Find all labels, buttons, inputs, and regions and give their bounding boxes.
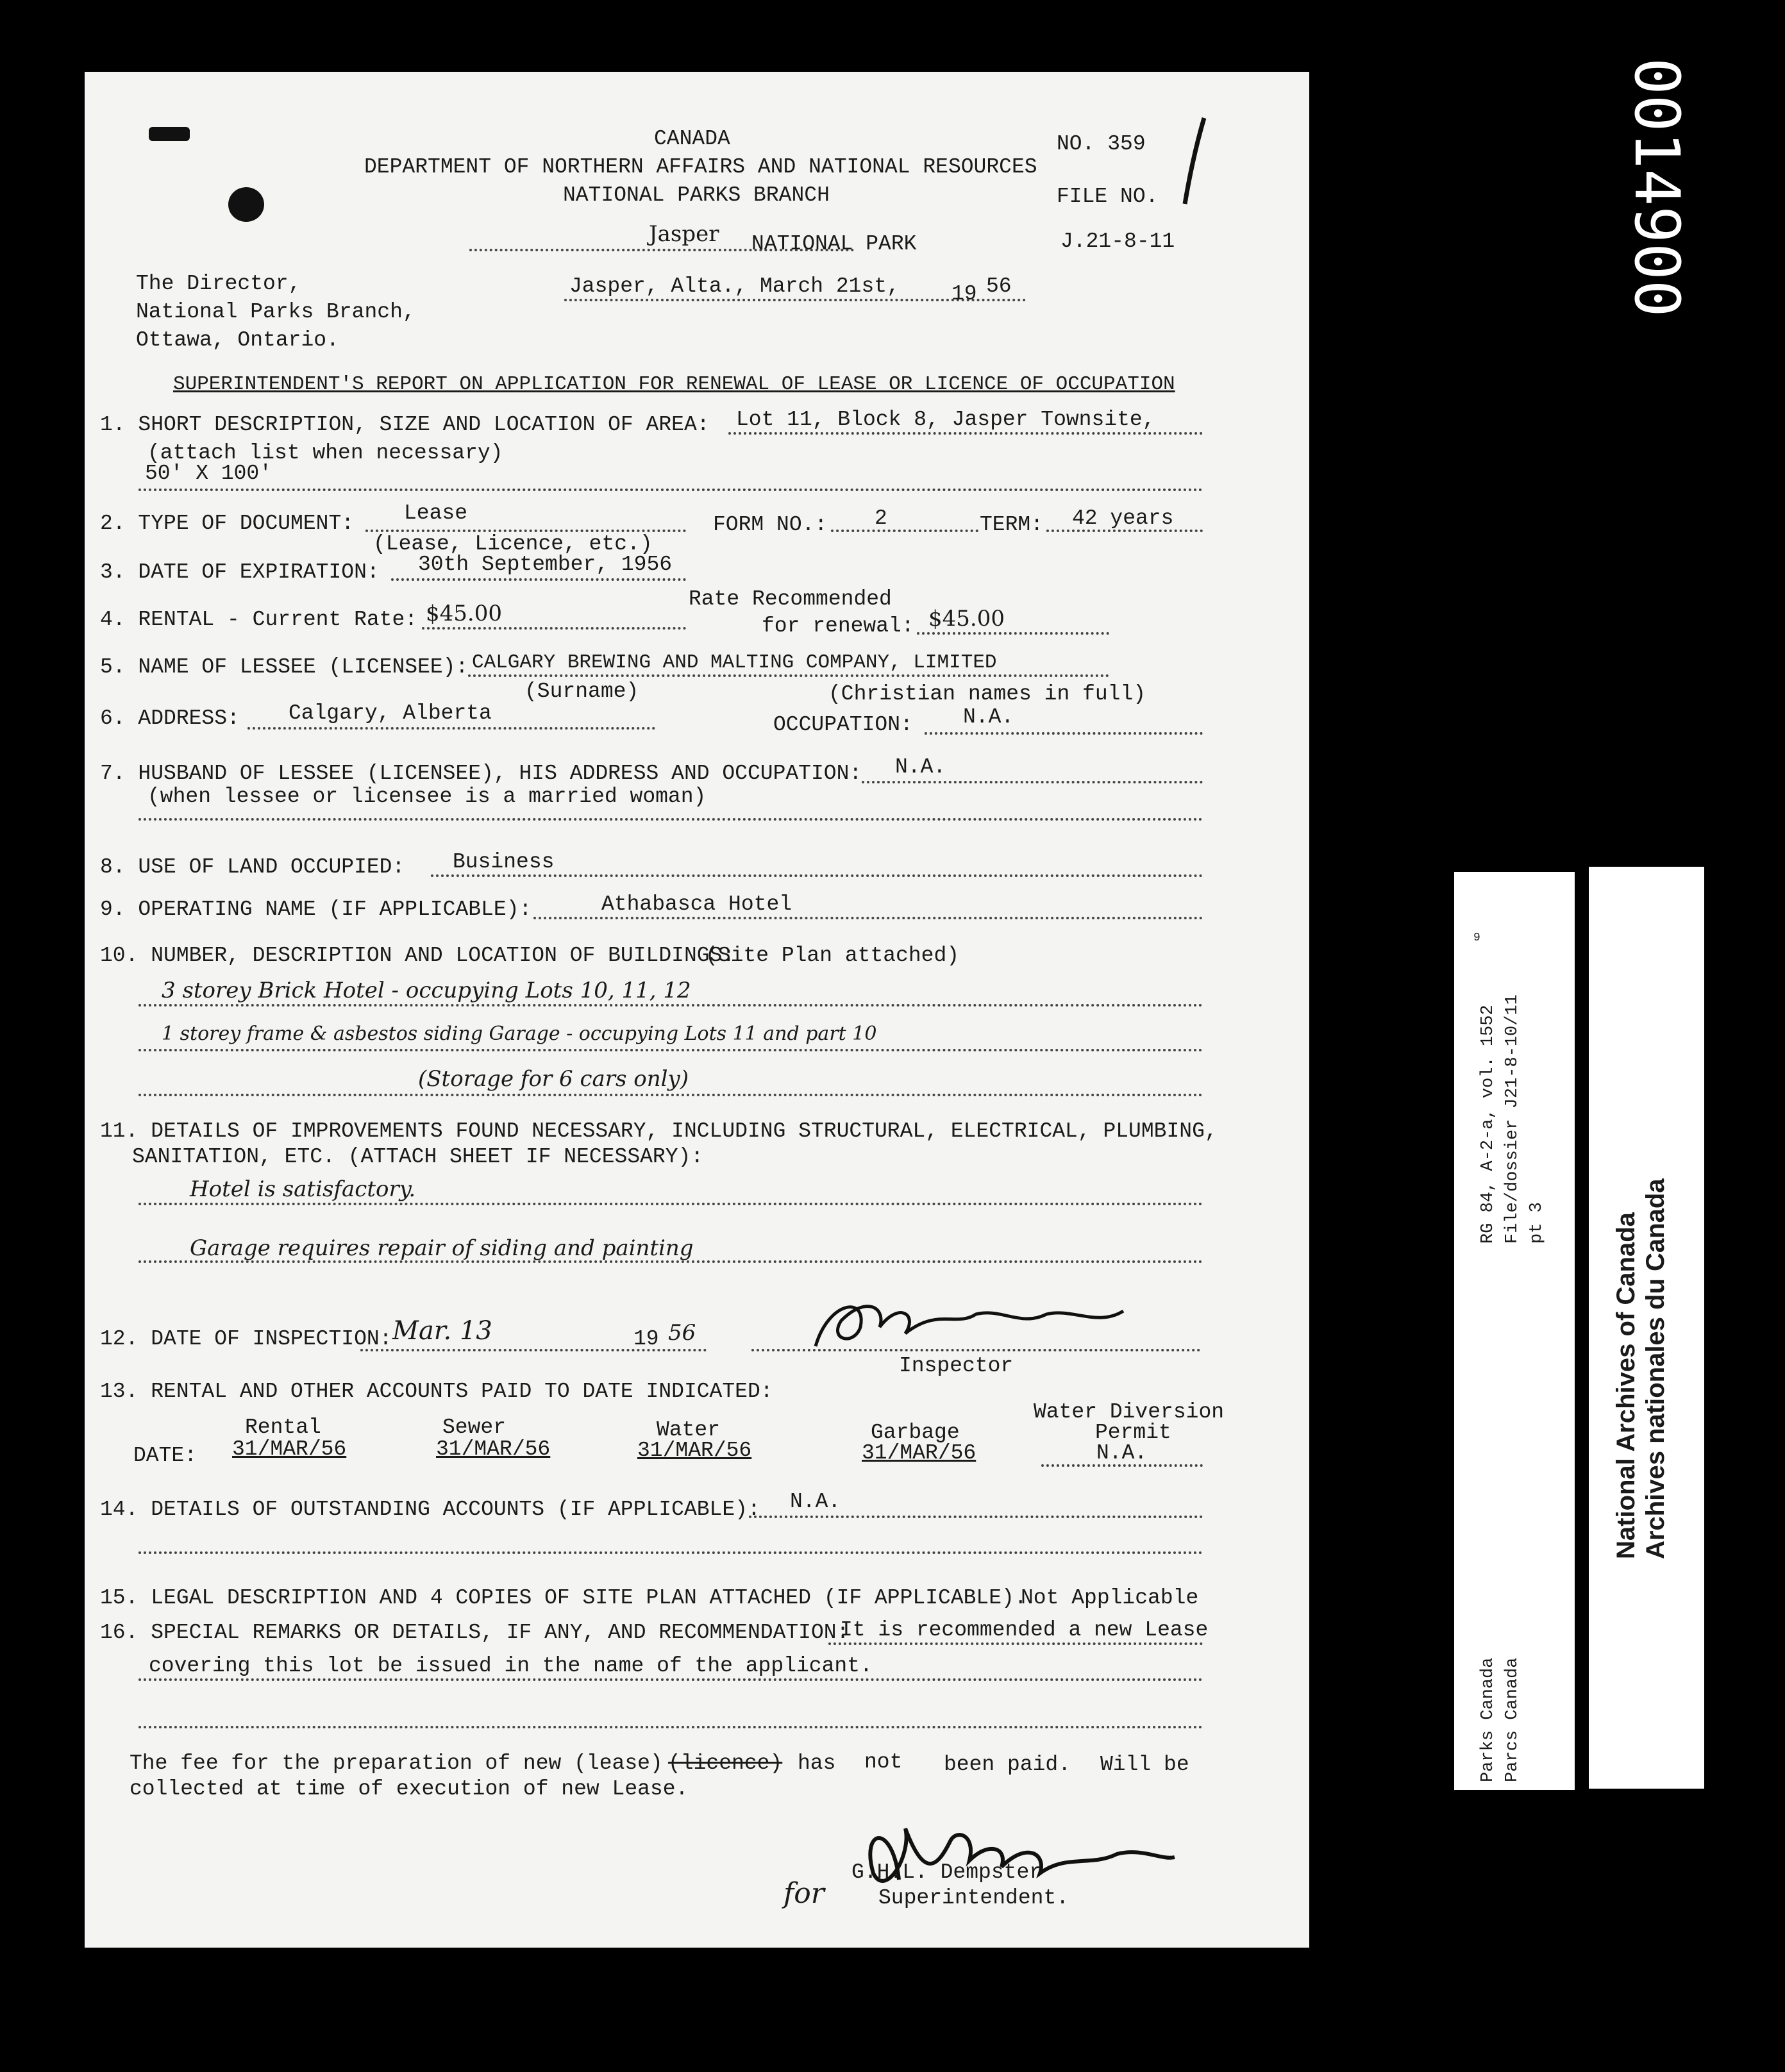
form-no-label: FORM NO.: — [713, 513, 828, 537]
item-11-hotel-note: Hotel is satisfactory. — [190, 1176, 416, 1202]
fee-text-e: Will be — [1100, 1753, 1189, 1776]
inspector-signature — [790, 1289, 1149, 1353]
item-1-note: (attach list when necessary) — [147, 441, 503, 465]
item-10-building-3: (Storage for 6 cars only) — [418, 1066, 689, 1092]
frame-number: 0014900 — [1621, 58, 1693, 317]
archive-org-en: Parks Canada — [1479, 1657, 1498, 1782]
header-branch: NATIONAL PARKS BRANCH — [563, 183, 830, 207]
inspection-year-suffix: 56 — [668, 1320, 696, 1346]
archive-tiny-mark: 9 — [1473, 932, 1480, 944]
item-14-label: 14. DETAILS OF OUTSTANDING ACCOUNTS (IF APPLICABLE): — [100, 1498, 760, 1521]
christian-names-note: (Christian names in full) — [828, 682, 1146, 706]
item-10-label: 10. NUMBER, DESCRIPTION AND LOCATION OF BUILDINGS: — [100, 944, 735, 967]
item-16-value-2: covering this lot be issued in the name of the applicant. — [149, 1654, 873, 1678]
occupation-label: OCCUPATION: — [773, 713, 913, 737]
water-diversion-label: Water Diversion — [1034, 1400, 1225, 1424]
item-15-value: Not Applicable — [1021, 1586, 1199, 1610]
form-page — [85, 72, 1309, 1948]
item-1-label: 1. SHORT DESCRIPTION, SIZE AND LOCATION OF AREA: — [100, 413, 710, 437]
ink-blot — [228, 187, 264, 222]
surname-note: (Surname) — [524, 680, 639, 703]
item-1-size: 50' X 100' — [145, 462, 272, 485]
inspection-year-prefix: 19 — [633, 1327, 659, 1351]
item-3-label: 3. DATE OF EXPIRATION: — [100, 560, 380, 584]
item-6-label: 6. ADDRESS: — [100, 706, 240, 730]
item-7-note: (when lessee or licensee is a married woman) — [147, 785, 707, 808]
fee-text-b: has — [798, 1751, 836, 1775]
water-head: Water — [657, 1418, 721, 1442]
item-9-label: 9. OPERATING NAME (IF APPLICABLE): — [100, 898, 532, 921]
file-no-label: FILE NO. — [1057, 185, 1159, 208]
ink-blot — [149, 127, 190, 141]
rate-recommended-label: Rate Recommended — [689, 587, 892, 611]
item-10-building-2: 1 storey frame & asbestos siding Garage - occupying Lots 11 and part 10 — [162, 1023, 877, 1045]
addressee-line3: Ottawa, Ontario. — [136, 328, 339, 352]
term-value: 42 years — [1072, 506, 1174, 530]
sewer-paid-date: 31/MAR/56 — [436, 1437, 551, 1461]
item-16-label: 16. SPECIAL REMARKS OR DETAILS, IF ANY, AND RECOMMENDATION: — [100, 1621, 850, 1644]
for-renewal-label: for renewal: — [762, 614, 914, 638]
item-2-label: 2. TYPE OF DOCUMENT: — [100, 512, 355, 535]
header-department: DEPARTMENT OF NORTHERN AFFAIRS AND NATIONAL RESOURCES — [364, 155, 1037, 179]
form-number: NO. 359 — [1057, 132, 1146, 156]
item-6-value: Calgary, Alberta — [289, 701, 492, 725]
permit-label: Permit — [1095, 1421, 1171, 1444]
item-16-value-1: It is recommended a new Lease — [840, 1618, 1209, 1642]
item-11-label-1: 11. DETAILS OF IMPROVEMENTS FOUND NECESSARY, INCLUDING STRUCTURAL, ELECTRICAL, PLUMBING, — [100, 1119, 1218, 1143]
item-11-garage-note: Garage requires repair of siding and painting — [190, 1235, 694, 1261]
national-archives-label — [1589, 867, 1704, 1789]
superintendent-name: G.H.L. Dempster — [851, 1860, 1043, 1884]
item-2-value: Lease — [404, 501, 468, 525]
inspection-date: Mar. 13 — [392, 1316, 492, 1346]
place-date: Jasper, Alta., March 21st, — [569, 274, 900, 298]
item-4-label: 4. RENTAL - Current Rate: — [100, 608, 418, 631]
garbage-head: Garbage — [871, 1421, 960, 1444]
rental-paid-date: 31/MAR/56 — [232, 1437, 347, 1461]
signature-for: for — [784, 1877, 825, 1910]
item-8-label: 8. USE OF LAND OCCUPIED: — [100, 855, 405, 879]
file-no-value: J.21-8-11 — [1060, 230, 1175, 253]
archive-org-fr: Parcs Canada — [1503, 1657, 1522, 1782]
item-1-value: Lot 11, Block 8, Jasper Townsite, — [736, 408, 1155, 431]
garbage-paid-date: 31/MAR/56 — [862, 1441, 976, 1465]
national-archives-en: National Archives of Canada — [1612, 1212, 1640, 1559]
item-8-value: Business — [453, 850, 555, 874]
item-4-value: $45.00 — [426, 601, 502, 626]
item-5-value: CALGARY BREWING AND MALTING COMPANY, LIMITED — [472, 651, 997, 674]
item-14-value: N.A. — [790, 1490, 841, 1514]
addressee-line2: National Parks Branch, — [136, 300, 415, 324]
archive-ref-2: File/dossier J21-8-10/11 — [1503, 994, 1522, 1244]
date-label: DATE: — [133, 1444, 197, 1467]
item-7-value: N.A. — [895, 755, 946, 779]
item-13-label: 13. RENTAL AND OTHER ACCOUNTS PAID TO DATE INDICATED: — [100, 1380, 773, 1403]
inspector-label: Inspector — [899, 1354, 1014, 1378]
year-prefix: 19 — [951, 282, 977, 306]
fee-text-a: The fee for the preparation of new (lease) — [130, 1751, 663, 1775]
item-2-note: (Lease, Licence, etc.) — [373, 532, 653, 556]
item-10-note: (Site Plan attached) — [705, 944, 960, 967]
item-7-label: 7. HUSBAND OF LESSEE (LICENSEE), HIS ADDRESS AND OCCUPATION: — [100, 762, 862, 785]
occupation-value: N.A. — [963, 705, 1014, 729]
water-paid-date: 31/MAR/56 — [637, 1439, 752, 1462]
rental-head: Rental — [245, 1416, 321, 1439]
fee-text-d: been paid. — [944, 1753, 1071, 1776]
item-5-label: 5. NAME OF LESSEE (LICENSEE): — [100, 655, 469, 679]
form-no-value: 2 — [875, 506, 887, 530]
tick-mark — [1178, 114, 1217, 210]
water-diversion-value: N.A. — [1096, 1441, 1148, 1465]
national-archives-fr: Archives nationales du Canada — [1641, 1178, 1670, 1559]
park-suffix: NATIONAL PARK — [751, 232, 917, 256]
item-15-label: 15. LEGAL DESCRIPTION AND 4 COPIES OF SITE PLAN ATTACHED (IF APPLICABLE). — [100, 1586, 1027, 1610]
term-label: TERM: — [980, 513, 1044, 537]
sewer-head: Sewer — [442, 1416, 507, 1439]
archive-ref-3: pt 3 — [1527, 1202, 1546, 1244]
fee-text-not: not — [864, 1750, 903, 1774]
header-country: CANADA — [654, 127, 730, 151]
item-11-label-2: SANITATION, ETC. (ATTACH SHEET IF NECESSARY): — [132, 1145, 704, 1169]
archive-reference-label — [1454, 872, 1575, 1790]
park-name: Jasper — [649, 221, 719, 247]
item-9-value: Athabasca Hotel — [601, 892, 792, 916]
fee-text-line2: collected at time of execution of new Lease. — [130, 1777, 689, 1801]
year-suffix: 56 — [986, 274, 1012, 298]
superintendent-title: Superintendent. — [878, 1886, 1069, 1910]
item-4-renewal-value: $45.00 — [928, 606, 1005, 631]
item-12-label: 12. DATE OF INSPECTION: — [100, 1327, 392, 1351]
fee-struck-licence: (licence) — [668, 1751, 783, 1775]
archive-ref-1: RG 84, A-2-a, vol. 1552 — [1479, 1005, 1498, 1244]
form-title: SUPERINTENDENT'S REPORT ON APPLICATION FOR RENEWAL OF LEASE OR LICENCE OF OCCUPATION — [173, 373, 1175, 396]
item-10-building-1: 3 storey Brick Hotel - occupying Lots 10, 11, 12 — [162, 978, 691, 1003]
item-3-value: 30th September, 1956 — [418, 553, 673, 576]
addressee-line1: The Director, — [136, 272, 301, 296]
